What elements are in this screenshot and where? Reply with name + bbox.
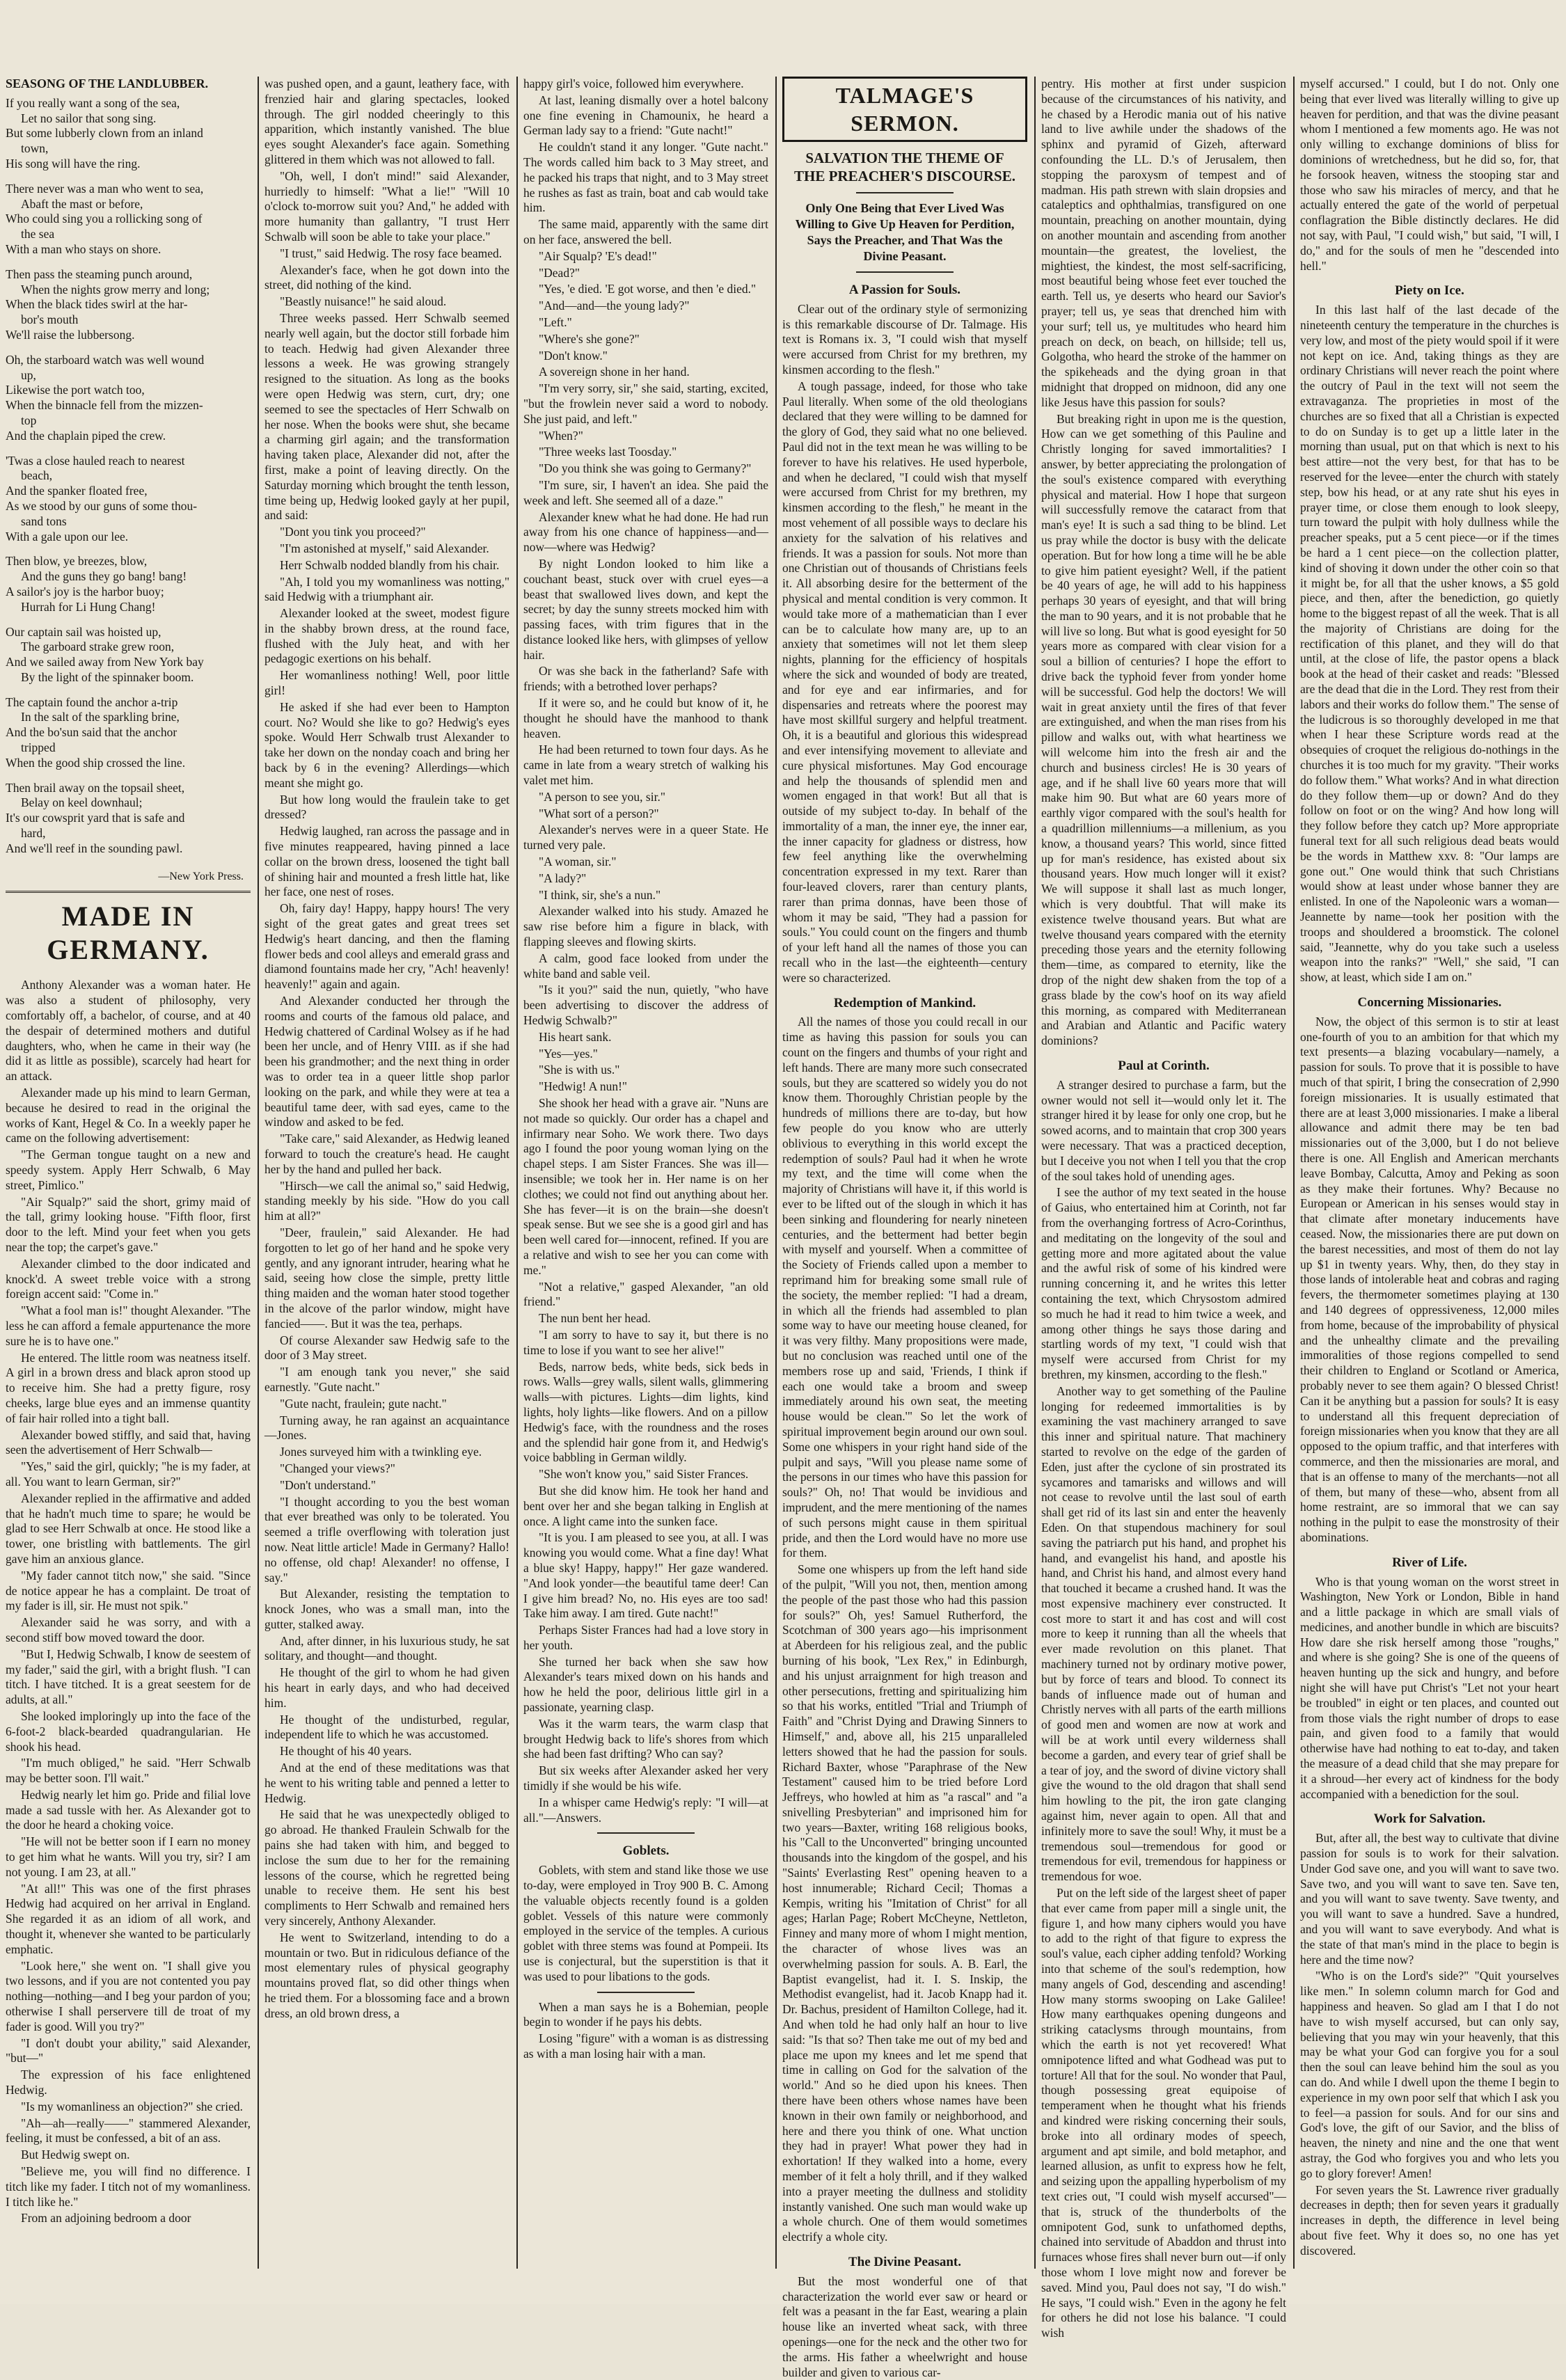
paragraph: Put on the left side of the largest sheet of paper that ever came from paper mill a single unit, the figure 1, and how many ciphers would you have to add to the right of that figure to express the soul's value, each cipher adding tenfold? Working into that scheme of the soul's redemption, how many angels of God, descending and ascending! How many storms swooping on Lake Galilee! How many earthquakes opening dungeons and striking cataclysms through mountains, from which the earth is not yet recovered! What omnipotence lifted and what Godhead was put to torture! All that for the soul. No wonder that Paul, though possessing great equipoise of temperament when he thought what his friends and kindred were risking concerning their souls, broke into all ordinary modes of speech, argument and apt simile, and bold metaphor, and learned allusion, as unfit to express how he felt, and seizing upon the appalling hyperbolism of my text cries out, "I could wish myself accursed"—that is, struck of the thunderbolts of the omnipotent God, sunk to unfathomed depths, chained into servitude of Abaddon and thrust into furnaces whose fires shall never burn out—if only those whom I love might now and forever be saved. Mind you, Paul does not say, "I do wish." He says, "I could wish." Even in the agony he felt for others he did not lose his balance. "I could wish: [1041, 1886, 1286, 2340]
paragraph: Perhaps Sister Frances had had a love story in her youth.: [523, 1623, 768, 1652]
stanza-gap: [6, 857, 251, 866]
sermon-body: [1300, 77, 1559, 273]
paragraph: But breaking right in upon me is the question, How can we get something of this Pauline and Christly longing for saved immortalities? I answer, by better appreciating the prolongation of the soul's existence compared with everything physical and material. How I hope that surgeon will successfully remove the cataract from that man's eye! It is such a sad thing to be blind. Let us pray while the doctor is busy with the delicate operation. But for how long a time will he be able to give him patient eyesight? Well, if the patient be 40 years of age, he will add to his happiness perhaps 30 years of eyesight, and that will bring the man to 90 years, and it is not probable that he will live so long. But what is good eyesight for 50 years more as compared with clear vision for a soul a billion of centuries? I hope the effort to drive back the typhoid fever from yonder home will be successful. God help the doctors! We will wait in great anxiety until the fires of that fever are extinguished, and when the man rises from his pillow and walks out, with what heartiness we will welcome him into the fresh air and the church and business circles! He is 30 years of age, and if he shall live 60 years more that will make him 90. But what are 60 years more of earthly vigor compared with the soul's health for a quadrillion millenniums—a millenium, as you know, a thousand years? This world, since fitted up for man's residence, has existed about six thousand years. How much longer will it exist? We will suppose it shall last as much longer, which is very doubtful. That will make its existence twelve thousand years. But what are twelve thousand years compared with the eternity preceding those years and the eternity following them—time, as compared to eternity, like the drop of the night dew shaken from the top of a grass blade by the cow's hoof on its way afield this morning, as compared with Mediterranean and Arabian and Atlantic and Pacific watery dominions?: [1041, 411, 1286, 1048]
paragraph: Alexander's face, when he got down into the street, did nothing of the kind.: [264, 262, 509, 292]
paragraph: Losing "figure" with a woman is as distressing as with a man losing hair with a man.: [523, 2031, 768, 2061]
story-continued: [523, 77, 768, 1825]
paragraph: "Do you think she was going to Germany?": [539, 461, 752, 476]
stanza-gap: [6, 343, 251, 353]
poem-line: Hurrah for Li Hung Chang!: [21, 599, 156, 614]
paragraph: A tough passage, indeed, for those who take Paul literally. When some of the old theologians declared that they were willing to be damned for the glory of God, they said what no one believed. Paul did not in the text mean he was willing to be forever to have his relatives. He used hyperbole, and when he declared, "I could wish that myself were accursed from Christ for my brethren, my kinsmen according to the flesh," he meant in the most vehement of all possible ways to declare his anxiety for the salvation of his relatives and friends. It was a passion for souls. Not more than one Christian out of thousands of Christians feels it. All absorbing desire for the betterment of the physical and mental condition is very common. It would take more of a mathematician than I ever can be to calculate how many are, up to an anxiety that sometimes will not let them sleep nights, planning for the efficiency of hospitals where the sick and wounded of body are treated, and for eye and ear infirmaries, and for dispensaries and retreats where the poorest may have most skillful surgery and helpful treatment. Oh, it is a beautiful and glorious this widespread and ever intensifying movement to alleviate and cure physical misfortunes. May God encourage and help the thousands of splendid men and women engaged in that work! But all that is outside of my subject to-day. In behalf of the immortality of a man, the inner eye, the inner ear, the inner capacity for gladness or distress, how few feel anything like the overwhelming concentration expressed in my text. Rarer than four-leaved clovers, rarer than century plants, rarer than prima donnas, have been those of whom it may be said, "They had a passion for souls." You could count on the fingers and thumb of your left hand all the names of those you can recall who in the last—the eighteenth—century were so characterized.: [782, 379, 1027, 985]
paragraph: Another way to get something of the Pauline longing for redeemed immortalities is by examining the vast machinery arranged to save this inner and spiritual nature. That machinery started to revolve on the edge of the garden of Eden, just after the cyclone of sin prostrated its sycamores and tamarisks and willows and will not cease to revolve until the last soul of earth shall get rid of its last sin and enter the heavenly Eden. On that stupendous machinery for soul saving the patriarch put his hand, and prophet his hand, and evangelist his hand, and apostle his hand, and Christ his hand, and almost every hand that touched it became a crushed hand. It was the most expensive machinery ever constructed. It cost more to start it and has cost and will cost more to keep it running than all the wheels that ever made revolution on this planet. That machinery turned not by ordinary motive power, but by force of tears and blood. To connect its bands of influence made out of human and Christly nerves with all parts of the earth millions of good men and women are now at work and will be at work until every wilderness shall become a garden, and every tear of grief shall be a tear of joy, and the sword of divine victory shall give the wound to the old dragon that shall send him howling to the pit, the iron gate clanging against him, never again to open. All that and infinitely more to save the soul! Why, it must be a tremendous soul—tremendous for good or tremendous for evil, tremendous for happiness or tremendous for woe.: [1041, 1383, 1286, 1884]
paragraph: "Dont you tink you proceed?": [280, 525, 426, 539]
paragraph: But six weeks after Alexander asked her very timidly if she would be his wife.: [523, 1763, 768, 1793]
column-rule: [1034, 77, 1036, 2269]
poem-line: And the bo'sun said that the anchor: [6, 725, 177, 740]
poem-line: hard,: [21, 826, 46, 841]
paragraph: Hedwig laughed, ran across the passage and in five minutes reappeared, having pinned a lace collar on the brown dress, loosened the tight ball of shining hair and mounted a fresh little hat, like her face, one nest of roses.: [264, 824, 509, 899]
stanza-gap: [6, 444, 251, 454]
paragraph: He entered. The little room was neatness itself. A girl in a brown dress and black apron stood up to receive him. She had a pretty figure, rosy cheeks, large blue eyes and an immense quantity of fair hair rolled into a tight ball.: [6, 1350, 251, 1425]
divider: [856, 192, 954, 193]
paragraph: She turned her back when she saw how Alexander's tears mixed down on his hands and how he held the poor, delirious little girl in a passionate, yearning clasp.: [523, 1654, 768, 1715]
sermon-body: [1041, 1078, 1286, 2341]
sermon-subdeck: Only One Being that Ever Lived Was Willing to Give Up Heaven for Perdition, Says the Preacher, and That Was the Divine Peasant.: [795, 201, 1015, 263]
paragraph: But she did know him. He took her hand and bent over her and she began talking in English at once. A light came into the sunken face.: [523, 1483, 768, 1528]
poem-line: bor's mouth: [21, 312, 79, 327]
paragraph: "I trust," said Hedwig. The rosy face beamed.: [280, 246, 503, 260]
paragraph: "He will not be better soon if I earn no money to get him what he wants. Will you try, sir? I am not young. I am 23, at all.": [6, 1834, 251, 1879]
paragraph: "Don't understand.": [280, 1477, 376, 1492]
paragraph: But Hedwig swept on.: [21, 2148, 130, 2162]
subhead: The Divine Peasant.: [848, 2255, 962, 2269]
poem-line: If you really want a song of the sea,: [6, 95, 180, 110]
poem-line: By the light of the spinnaker boom.: [21, 669, 194, 684]
poem-line: As we stood by our guns of some thou-: [6, 498, 198, 513]
paragraph: "Yes," said the girl, quickly; "he is my fader, at all. You want to learn German, sir?": [6, 1459, 251, 1489]
paragraph: "I'm astonished at myself," said Alexander.: [280, 541, 489, 555]
paragraph: The expression of his face enlightened Hedwig.: [6, 2068, 251, 2097]
paragraph: And at the end of these meditations was that he went to his writing table and penned a letter to Hedwig.: [264, 1761, 509, 1805]
paragraph: "Don't know.": [539, 348, 608, 363]
paragraph: The nun bent her head.: [539, 1311, 651, 1326]
paragraph: Or was she back in the fatherland? Safe with friends; with a betrothed lover perhaps?: [523, 664, 768, 694]
paragraph: Alexander said he was sorry, and with a second stiff bow moved toward the door.: [6, 1615, 251, 1644]
goblets-body: [523, 1863, 768, 1984]
poem-line: Our captain sail was hoisted up,: [6, 624, 161, 639]
subhead: Concerning Missionaries.: [1357, 995, 1502, 1010]
paragraph: "A lady?": [539, 871, 587, 885]
paragraph: I see the author of my text seated in the house of Gaius, who entertained him at Corinth, not far from the overhanging fortress of Acro-Corinthus, and meditating on the longevity of the soul and getting more and more agitated about the value and the awful risk of some of his kindred were running concerning it, and he writes this letter containing the text, which Chrysostom admired so much he had it read to him twice a week, and among other things he says those daring and startling words of my text, "I could wish that myself were accursed from Christ for my brethren, my kinsmen, according to the flesh.": [1041, 1185, 1286, 1381]
paragraph: Alexander knew what he had done. He had run away from his one chance of happiness—and—now—where was Hedwig?: [523, 509, 768, 555]
poem-line: Oh, the starboard watch was well wound: [6, 352, 205, 367]
paragraph: And, after dinner, in his luxurious study, he sat solitary, and thought—and thought.: [264, 1633, 509, 1663]
subhead: Paul at Corinth.: [1118, 1058, 1210, 1073]
paragraph: "Who is on the Lord's side?" "Quit yourselves like men." In solemn column march for God and happiness and heaven. So glad am I that I do not have to wish myself accursed, but can only say, believing that you may win your heavenly, that this may be what your God can forgive you for a soul then the soul can leave behind him the soul as you can do. And while I dwell upon the theme I begin to experience in my own poor self that which I ask you to feel—a passion for souls. And for our sins and God's love, the gift of our Savior, and the bliss of heaven, the ninety and nine and the one that went astray, the God who forgives you and who lets you go to glory forever! Amen!: [1300, 1969, 1559, 2180]
paragraph: At last, leaning dismally over a hotel balcony one fine evening in Chamounix, he heard a German lady say to a friend: "Gute nacht!": [523, 93, 768, 138]
paragraph: A sovereign shone in her hand.: [539, 365, 690, 379]
paragraph: He couldn't stand it any longer. "Gute nacht." The words called him back to 3 May street, and he packed his traps that night, and to 3 May street he rushes as fast as train, boat and cab would take him.: [523, 140, 768, 215]
paragraph: Was it the warm tears, the warm clasp that brought Hedwig back to life's shores from which she had been fast drifting? Who can say?: [523, 1716, 768, 1761]
poem-line: The captain found the anchor a-trip: [6, 695, 178, 709]
paragraph: But the most wonderful one of that characterization the world ever saw or heard or felt was a peasant in the far East, wearing a plain house like an inverted wheat sack, with three openings—one for the neck and the other two for the arms. His father a wheelwright and house builder and given to various car-: [782, 2274, 1027, 2379]
paragraph: "But I, Hedwig Schwalb, I know de seestem of my fader," said the girl, with a bright flush. "I can titch. I have titched. It is a great seestem for de adults, at all.": [6, 1647, 251, 1707]
sermon-deck: SALVATION THE THEME OF THE PREACHER'S DISCOURSE.: [794, 150, 1015, 184]
paragraph: "I think, sir, she's a nun.": [539, 887, 661, 902]
poem-line: Abaft the mast or before,: [21, 196, 143, 211]
paragraph: Alexander replied in the affirmative and added that he hadn't much time to spare; he would be glad to see Herr Schwalb at once. He stood like a tower, one bristling with battlements. The girl gave him an anxious glance.: [6, 1491, 251, 1566]
paragraph: "She won't know you," said Sister Frances.: [539, 1467, 749, 1482]
subhead: River of Life.: [1392, 1555, 1467, 1570]
paragraph: "Ah—ah—really——" stammered Alexander, feeling, it must be confessed, a bit of an ass.: [6, 2116, 251, 2145]
poem-line: When the good ship crossed the line.: [6, 755, 186, 770]
paragraph: Of course Alexander saw Hedwig safe to the door of 3 May street.: [264, 1333, 509, 1363]
paragraph: Herr Schwalb nodded blandly from his chair.: [280, 557, 500, 572]
paragraph: The same maid, apparently with the same dirt on her face, answered the bell.: [523, 217, 768, 246]
paragraph: Anthony Alexander was a woman hater. He was also a student of philosophy, very comfortably off, a bachelor, of course, and at 40 the despair of determined mothers and dutiful daughters, who, when he came in their way (he did it as little as possible), scarcely had heart for an attack.: [6, 978, 251, 1084]
stanza-gap: [6, 544, 251, 554]
paragraph: "Yes—yes.": [539, 1046, 598, 1061]
poem-line: When the black tides swirl at the har-: [6, 297, 188, 312]
paragraph: "Left.": [539, 315, 572, 329]
paragraph: In a whisper came Hedwig's reply: "I will—at all."—Answers.: [523, 1795, 768, 1825]
paragraph: Now, the object of this sermon is to stir at least one-fourth of you to an ambition for that which my text presents—a blazing vocabulary—namely, a passion for souls. To prove that it is possible to have much of that spirit, I bring the consecration of 2,990 foreign missionaries. It is usually estimated that there are at least 3,000 missionaries. I make a liberal allowance and admit there may be ten bad missionaries out of the 3,000, but I do not believe there is one. All English and American merchants leave Bombay, Calcutta, Amoy and Peking as soon as they make their fortunes. Why? Because no European or American in his senses would stay in that climate after monetary inducements have ceased. Now, the missionaries there are put down on the barest necessities, and most of them do not lay up $1 in twenty years. Why, then, do they stay in those lands of intolerable heat and cobras and raging fevers, the thermometer sometimes playing at 130 and 140 degrees of oppressiveness, 12,000 miles from home, because of the improbability of physical and the unhealthy climate and the prevailing immoralities of those regions compelled to send their children to England or Scotland or America, probably never to see them again? O blessed Christ! Can it be anything but a passion for souls? It is easy to understand all this frequent depreciation of foreign missionaries when you know that they are all opposed to the opium traffic, and that interferes with commerce, and then the missionaries are moral, and that is an offense to many of the merchants—not all of them, but many of these—who, absent from all home restraint, are so immoral that we can say nothing in the pulpit to ease the monstrosity of their abominations.: [1300, 1014, 1559, 1544]
column-1: [6, 77, 251, 2269]
poem-line: And we sailed away from New York bay: [6, 655, 204, 669]
poem-line: up,: [21, 367, 36, 382]
paragraph: Alexander walked into his study. Amazed he saw rise before him a figure in black, with flapping sleeves and flowing skirts.: [523, 904, 768, 949]
paragraph: Alexander made up his mind to learn German, because he desired to read in the original the works of Kant, Hegel & Co. In a weekly paper he came on the following advertisement:: [6, 1086, 251, 1145]
poem-line: And the spanker floated free,: [6, 484, 148, 498]
paragraph: But Alexander, resisting the temptation to knock Jones, who was a small man, into the gutter, stalked away.: [264, 1587, 509, 1631]
paragraph: Oh, fairy day! Happy, happy hours! The very sight of the great gates and great trees set Hedwig's heart dancing, and then the flaming flower beds and cool alleys and emerald grass and diamond fountains made her cry, "Ach! heavenly! heavenly!" again and again.: [264, 901, 509, 992]
stanza-gap: [6, 615, 251, 625]
paragraph: If it were so, and he could but know of it, he thought he should have the manhood to thank heaven.: [523, 696, 768, 740]
paragraph: "Hedwig! A nun!": [539, 1079, 628, 1094]
poem-line: Then blow, ye breezes, blow,: [6, 554, 148, 569]
paragraph: happy girl's voice, followed him everywhere.: [523, 77, 744, 90]
paragraph: But how long would the fraulein take to get dressed?: [264, 792, 509, 822]
paragraph: A stranger desired to purchase a farm, but the owner would not sell it—would only let it. The stranger hired it by lease for only one crop, but he sowed acorns, and to maintain that crop 300 years were necessary. That was a practiced deception, but I deceive you not when I tell you that the crop of the soul takes hold of unending ages.: [1041, 1077, 1286, 1183]
sermon-body: [1041, 77, 1286, 1049]
divider: [597, 1992, 695, 1993]
paragraph: "Deer, fraulein," said Alexander. He had forgotten to let go of her hand and he spoke very gently, and any ignorant intruder, hearing what he said, seeing how close the simple, pretty little thing maiden and the woman hater stood together in the alcove of the parlor window, might have fancied——. But it was the tea, perhaps.: [264, 1225, 509, 1331]
paragraph: He went to Switzerland, intending to do a mountain or two. But in ridiculous defiance of the most elementary rules of physical geography mountains proved flat, so did other things when he tried them. For a blossoming face and a brown dress, an old brown dress, a: [264, 1930, 509, 2020]
divider: [856, 271, 954, 273]
poem-body: [6, 96, 251, 866]
paragraph: "Dead?": [539, 265, 580, 280]
paragraph: She looked imploringly up into the face of the 6-foot-2 black-bearded quadrangularian. He shook his head.: [6, 1708, 251, 1754]
paragraph: "Take care," said Alexander, as Hedwig leaned forward to touch the creature's head. He caught her by the hand and pulled her back.: [264, 1132, 509, 1176]
paragraph: From an adjoining bedroom a door: [21, 2211, 191, 2226]
paragraph: Her womanliness nothing! Well, poor little girl!: [264, 668, 509, 698]
paragraph: "She is with us.": [539, 1063, 620, 1077]
paragraph: pentry. His mother at first under suspicion because of the circumstances of his nativity, and he chased by a Herodic mania out of his native land to live awhile under the shadows of the sphinx and pyramid of Gizeh, afterward confounding the LL. D.'s of Jerusalem, then stopping the paroxysm of tempest and of madman. His path strewn with slain dropsies and cataleptics and ophthalmias, transfigured on one mountain, preaching on another mountain, dying on another mountain and ascending from another mountain—the greatest, the loveliest, the mightiest, the kindest, the most self-sacrificing, most beautiful being whose feet ever touched the earth. Tell us, ye deserts who heard our Savior's prayer; tell us, ye seas that drenched him with your surf; tell us, ye multitudes who heard him preach on deck, on beach, on hillside; tell us, Golgotha, who heard the stroke of the hammer on the spikeheads and the dying groan in that midnight that dropped on midnoon, did any one like Jesus have this passion for souls?: [1041, 77, 1286, 409]
paragraph: Beds, narrow beds, white beds, sick beds in rows. Walls—grey walls, silent walls, glimmering walls—with pictures. Lights—dim lights, kind lights, holy lights—like flowers. And on a pillow Hedwig's face, with the roundness and the roses and the splendid hair gone from it, and Hedwig's voice babbling in German wildly.: [523, 1359, 768, 1465]
sermon-body: [782, 2274, 1027, 2380]
poem-line: And the guns they go bang! bang!: [21, 569, 187, 584]
subhead: A Passion for Souls.: [848, 283, 961, 297]
column-5: [1041, 77, 1286, 2340]
paragraph: Hedwig nearly let him go. Pride and filial love made a sad tussle with her. As Alexander got to the door he heard a choking voice.: [6, 1787, 251, 1832]
paragraph: He said that he was unexpectedly obliged to go abroad. He thanked Fraulein Schwalb for the pains she had taken with him, and begged to inclose the sum due to her for the remaining lessons of the course, which he regretted being unable to receive them. He sent his best compliments to Herr Schwalb and remained hers very sincerely, Anthony Alexander.: [264, 1807, 509, 1928]
jokes: [523, 2000, 768, 2062]
paragraph: "I don't doubt your ability," said Alexander, "but—": [6, 2036, 251, 2065]
paragraph: He thought of the girl to whom he had given his heart in early days, and who had deceived him.: [264, 1665, 509, 1710]
sermon-body: [1300, 303, 1559, 985]
poem-line: 'Twas a close hauled reach to nearest: [6, 453, 185, 468]
poem-line: We'll raise the lubbersong.: [6, 327, 135, 342]
paragraph: "My fader cannot titch now," she said. "Since de notice appear he has a complaint. De troat of my fader is ill, sir. He must not spik.": [6, 1568, 251, 1613]
paragraph: Some one whispers up from the left hand side of the pulpit, "Will you not, then, mention among the people of the past those who had this passion for souls?" Oh, yes! Samuel Rutherford, the Scotchman of 300 years ago—his imprisonment at Aberdeen for his religious zeal, and the public burning of his book, "Lex Rex," in Edinburgh, and his unjust arraignment for high treason and other persecutions, fretting and spiritualizing him so that his works, entitled "Trial and Triumph of Faith" and "Christ Dying and Drawing Sinners to Himself," and, above all, his 215 unparalleled letters showed that he had the passion for souls. Richard Baxter, whose "Paraphrase of the New Testament" caused him to be tried before Lord Jeffreys, who howled at him as "a rascal" and "a snivelling Presbyterian" and imprisoned him for two years—Baxter, writing 168 religious books, his "Call to the Unconverted" bringing uncounted thousands into the kingdom of the gospel, and his "Saints' Everlasting Rest" opening heaven to a host innumerable; Richard Cecil; Thomas a Kempis, writing his "Imitation of Christ" for all ages; Harlan Page; Robert McCheyne, Nettleton, Finney and many more of whom I might mention, the character of whose lives was an overwhelming passion for souls. A. B. Earl, the Baptist evangelist, had it. I. S. Inskip, the Methodist evangelist, had it. Jacob Knapp had it. Dr. Bachus, president of Hamilton College, had it. And when told he had only half an hour to live said: "Is that so? Then take me out of my bed and place me upon my knees and let me spend that time in calling on God for the salvation of the world." And so he died upon his knees. Then there have been others whose names have been known in their own family or neighborhood, and here and there you think of one. What unction they had in prayer! What power they had in exhortation! If they walked into a home, every member of it felt a holy thrill, and if they walked into a prayer meeting the dullness and stolidity instantly vanished. One such man would wake up a whole church. One of them would sometimes electrify a whole city.: [782, 1562, 1027, 2244]
paragraph: "Oh, well, I don't mind!" said Alexander, hurriedly to himself: "What a lie!" "Will 10 o'clock to-morrow suit you? And," he added with more humanity than gallantry, "I trust Herr Schwalb will soon be able to take your place.": [264, 168, 509, 244]
sermon-title: TALMAGE'S SERMON.: [782, 77, 1027, 142]
paragraph: "At all!" This was one of the first phrases Hedwig had acquired on her arrival in England. She regarded it as an idiom of all work, and thought it, whenever she wanted to be particularly emphatic.: [6, 1881, 251, 1956]
paragraph: But, after all, the best way to cultivate that divine passion for souls is to work for their salvation. Under God save one, and you will want to save two. Save two, and you will want to save ten. Save ten, and you will want to save twenty. Save twenty, and you will want to save a hundred. Save a hundred, and you will want to save everybody. And what is the state of that man's mind in the place to begin is here and the time now?: [1300, 1831, 1559, 1967]
divider: [597, 1832, 695, 1834]
paragraph: "Not a relative," gasped Alexander, "an old friend.": [523, 1279, 768, 1309]
paragraph: "What a fool man is!" thought Alexander. "The less he can afford a female appurtenance the more sure he is to have one.": [6, 1303, 251, 1348]
subhead: Redemption of Mankind.: [833, 995, 976, 1010]
subhead: Work for Salvation.: [1373, 1811, 1486, 1827]
paragraph: For seven years the St. Lawrence river gradually decreases in depth; then for seven years it gradually increases in depth, the difference in level being about five feet. Why it does so, no one has yet discovered.: [1300, 2182, 1559, 2258]
poem-line: tripped: [21, 740, 56, 755]
paragraph: All the names of those you could recall in our time as having this passion for souls you can count on the fingers and thumbs of your right and left hands. There are many more such consecrated souls, but they are scattered so widely you do not know them. Thoroughly Christian people by the hundreds of millions there are to-day, but how few people do you know who are utterly oblivious to everything in this world except the redemption of souls? Paul had it when he wrote my text, and the time will come when the majority of Christians will have it, if this world is ever to be lifted out of the slough in which it has been sinking and floundering for nearly nineteen centuries, and the betterment had better begin with myself and yourself. When a committee of the Society of Friends called upon a member to reprimand him for breaking some small rule of the society, the member replied: "I had a dream, in which all the friends had assembled to plan some way to have our meeting house cleaned, for it was very filthy. Many propositions were made, but no conclusion was reached until one of the members rose up and said, 'Friends, I think if each one would take a broom and sweep immediately around his own seat, the meeting house would be clean.'" So let the work of spiritual improvement begin around our own soul. Some one whispers in your right hand side of the pulpit and says, "Will you please name some of the persons in our times who have this passion for souls?" Oh, no! That would be invidious and imprudent, and the mere mentioning of the names of such persons might cause in them spiritual pride, and then the Lord would have no more use for them.: [782, 1015, 1027, 1560]
poem-line: When the nights grow merry and long;: [21, 282, 210, 296]
subhead: Piety on Ice.: [1395, 283, 1464, 299]
poem-line: beach,: [21, 468, 53, 483]
poem-line: The garboard strake grew roon,: [21, 640, 175, 654]
paragraph: Who is that young woman on the worst street in Washington, New York or London, Bible in hand and a little package in which are small vials of medicines, and another bundle in which are biscuits? How dare she risk herself among those "roughs," and where is she going? She is one of the queens of heaven hunting up the sick and hungry, and before night she will have put Christ's "Let not your heart be troubled" in eight or ten places, and counted out from those vials the right number of drops to ease pain, and given food to a family that would otherwise have had nothing to eat to-day, and taken the measure of a dead child that she may prepare for it a shroud—her every act of kindness for the body accompanied with a benediction for the soul.: [1300, 1574, 1559, 1801]
paragraph: Turning away, he ran against an acquaintance—Jones.: [264, 1413, 509, 1443]
paragraph: was pushed open, and a gaunt, leathery face, with frenzied hair and glaring spectacles, looked through. The girl nodded cheeringly to this apparition, which instantly vanished. The blue eyes sought Alexander's face again. Something glittered in them which was not allowed to fall.: [264, 77, 509, 166]
paragraph: Alexander bowed stiffly, and said that, having seen the advertisement of Herr Schwalb—: [6, 1427, 251, 1457]
column-rule: [516, 77, 518, 2269]
poem-line: And the chaplain piped the crew.: [6, 428, 166, 443]
poem-line: With a gale upon our lee.: [6, 529, 129, 544]
paragraph: "I'm very sorry, sir," she said, starting, excited, "but the frowlein never said a word to nobody. She just paid, and left.": [523, 381, 768, 426]
story-body: [6, 978, 251, 2226]
paragraph: He had been returned to town four days. As he came in late from a weary stretch of walking his valet met him.: [523, 743, 768, 788]
stanza-gap: [6, 685, 251, 695]
paragraph: When a man says he is a Bohemian, people begin to wonder if he pays his debts.: [523, 1999, 768, 2029]
paragraph: By night London looked to him like a couchant beast, stuck over with cruel eyes—a beast that swallowed lives down, and kept the secret; by day the sunny streets mocked him with passing faces, with trim figures that in the distance looked like hers, with glimpses of yellow hair.: [523, 556, 768, 662]
paragraph: "Beastly nuisance!" he said aloud.: [280, 294, 447, 309]
column-3: [523, 77, 768, 2269]
poem-line: Who could sing you a rollicking song of: [6, 212, 203, 226]
paragraph: "Gute nacht, fraulein; gute nacht.": [280, 1396, 447, 1411]
column-4: [782, 77, 1027, 2379]
paragraph: "Where's she gone?": [539, 331, 640, 346]
paragraph: "Believe me, you will find no difference. I titch like my fader. I titch not of my womanliness. I titch like he.": [6, 2164, 251, 2209]
poem-line: In the salt of the sparkling brine,: [21, 710, 180, 724]
paragraph: "Look here," she went on. "I shall give you two lessons, and if you are not contented you pay nothing—nothing—and I beg your pardon of you; otherwise I shall perservere till de troat of my fader is good. Will you try?": [6, 1958, 251, 2033]
poem-line: the sea: [21, 227, 55, 241]
paragraph: He thought of the undisturbed, regular, independent life to which he was accustomed.: [264, 1712, 509, 1742]
poem-line: Then brail away on the topsail sheet,: [6, 780, 185, 795]
sermon-body: [1300, 1015, 1559, 1546]
paragraph: His heart sank.: [539, 1029, 612, 1044]
poem-line: top: [21, 413, 37, 427]
paragraph: Jones surveyed him with a twinkling eye.: [280, 1445, 482, 1459]
paragraph: Alexander looked at the sweet, modest figure in the shabby brown dress, at the round face, flushed with the July heat, and with her pedagogic exertions on his behalf.: [264, 606, 509, 666]
paragraph: "It is you. I am pleased to see you, at all. I was knowing you would come. What a fine day! What a blue sky! Happy, happy!" Her gaze wandered. "And look yonder—the beautiful tame deer! Can I give him bread? No, no. His eyes are too sad! Take him away. I am tired. Gute nacht!": [523, 1530, 768, 1621]
paragraph: "Ah, I told you my womanliness was notting," said Hedwig with a triumphant air.: [264, 574, 509, 604]
paragraph: "What sort of a person?": [539, 806, 659, 820]
paragraph: "And—and—the young lady?": [539, 299, 690, 313]
paragraph: "Is it you?" said the nun, quietly, "who have been advertising to discover the address of Hedwig Schwalb?": [523, 983, 768, 1028]
paragraph: She shook her head with a grave air. "Nuns are not made so quickly. Our order has a chapel and infirmary near Soho. We work there. Two days ago I found the poor young woman lying on the chapel steps. I am Sister Frances. She was ill—insensible; we took her in. Her name is on her clothes; we could not find out anything about her. She has fever—it is on the brain—she doesn't speak sense. But we see she is a good girl and has been well cared for—innocent, refined. If you are a relative and wish to see her you can come with me.": [523, 1096, 768, 1277]
story-continued: [264, 77, 509, 2022]
column-6: [1300, 77, 1559, 2269]
poem-line: Likewise the port watch too,: [6, 383, 145, 397]
column-rule: [258, 77, 259, 2269]
paragraph: He thought of his 40 years.: [280, 1744, 412, 1759]
paragraph: And Alexander conducted her through the rooms and courts of the famous old palace, and Hedwig chattered of Cardinal Wolsey as if he had been her uncle, and of Henry VIII. as if she had been his grandmother; and the next thing in order was to order tea in a queer little shop parlor looking on the park, and while they were at tea a beautiful tame deer, with sad eyes, came to the window and asked to be fed.: [264, 994, 509, 1129]
column-2: [264, 77, 509, 2269]
poem-line: There never was a man who went to sea,: [6, 181, 204, 196]
paragraph: "I am enough tank you never," she said earnestly. "Gute nacht.": [264, 1365, 509, 1394]
paragraph: He asked if she had ever been to Hampton court. No? Would she like to go? Hedwig's eyes spoke. Would Herr Schwalb trust Alexander to take her down on the nonday coach and bring her back by 6 in the evening? Allerdings—which meant she might go.: [264, 699, 509, 790]
sermon-body: [782, 302, 1027, 986]
poem-credit: —New York Press.: [158, 870, 244, 882]
paragraph: "Is my womanliness an objection?" she cried.: [21, 2099, 243, 2113]
paragraph: "Changed your views?": [280, 1461, 395, 1475]
paragraph: "I thought according to you the best woman that ever breathed was only to be tolerated. You seemed a trifle overflowing with toleration just now. Neat little article! Made in Germany? Hallo! no offense, old chap! Alexander! no offense, I say.": [264, 1494, 509, 1585]
poem-line: With a man who stays on shore.: [6, 241, 161, 256]
paragraph: "The German tongue taught on a new and speedy system. Apply Herr Schwalb, 6 May street, Pimlico.": [6, 1148, 251, 1192]
divider: [6, 891, 251, 893]
poem-line: It's our cowsprit yard that is safe and: [6, 811, 185, 825]
poem-line: Let no sailor that song sing.: [21, 111, 157, 125]
poem-line: Belay on keel downhaul;: [21, 795, 143, 810]
paragraph: "A woman, sir.": [539, 855, 617, 869]
sermon-body: [1300, 1575, 1559, 1802]
paragraph: Alexander climbed to the door indicated and knock'd. A sweet treble voice with a strong foreign accent said: "Come in.": [6, 1256, 251, 1301]
poem-line: Then pass the steaming punch around,: [6, 267, 193, 281]
column-rule: [1293, 77, 1295, 2269]
paragraph: "I'm sure, sir, I haven't an idea. She paid the week and left. She seemed all of a daze.": [523, 477, 768, 507]
poem-line: A sailor's joy is the harbor buoy;: [6, 584, 164, 598]
paragraph: "When?": [539, 428, 583, 443]
poem-line: His song will have the ring.: [6, 156, 141, 170]
paragraph: "Hirsch—we call the animal so," said Hedwig, standing meekly by his side. "How do you call him at all?": [264, 1178, 509, 1223]
paragraph: "Air Squalp?" said the short, grimy maid of the tall, grimy looking house. "Fifth floor, first door to the left. Mind your feet when you gets near the top; the carpet's gave.": [6, 1194, 251, 1254]
paragraph: "Three weeks last Toosday.": [539, 445, 677, 459]
paragraph: "I'm much obliged," he said. "Herr Schwalb may be better soon. I'll wait.": [6, 1756, 251, 1786]
sermon-body: [782, 1015, 1027, 2245]
paragraph: "A person to see you, sir.": [539, 789, 665, 804]
paragraph: "Air Squalp? 'E's dead!": [539, 248, 657, 263]
poem-title: SEASONG OF THE LANDLUBBER.: [6, 77, 209, 90]
paragraph: "Yes, 'e died. 'E got worse, and then 'e died.": [539, 282, 757, 296]
sermon-body: [1300, 1831, 1559, 2258]
paragraph: A calm, good face looked from under the white band and sable veil.: [523, 951, 768, 981]
story-title: MADE IN GERMANY.: [47, 901, 209, 966]
paragraph: Clear out of the ordinary style of sermonizing is this remarkable discourse of Dr. Talmage. His text is Romans ix. 3, "I could wish that myself were accursed from Christ for my brethren, my kinsmen according to the flesh.": [782, 301, 1027, 376]
goblets-title: Goblets.: [622, 1843, 670, 1859]
stanza-gap: [6, 771, 251, 781]
poem-line: But some lubberly clown from an inland: [6, 126, 203, 141]
poem-line: town,: [21, 141, 49, 156]
paragraph: myself accursed." I could, but I do not. Only one being that ever lived was literally willing to give up heaven for perdition, and that was the divine peasant whom I mentioned a few moments ago. He was not only willing to exchange dominions of bliss for dominions of wretchedness, but he did so, for, that he forsook heaven, witness the stooping star and those who saw his miracles of mercy, and that he actually entered the gate of the world of perpetual conflagration the Bible distinctly declares. He did not say, with Paul, "I could wish," but said, "I will, I do," and for the souls of men he "descended into hell.": [1300, 77, 1559, 273]
stanza-gap: [6, 257, 251, 267]
paragraph: Alexander's nerves were in a queer State. He turned very pale.: [523, 823, 768, 852]
poem-line: When the binnacle fell from the mizzen-: [6, 398, 203, 413]
paragraph: In this last half of the last decade of the nineteenth century the temperature in the churches is very low, and most of the piety would spoil if it were not kept on ice. And, taking things as they are ordinary Christians will never reach the point where the outcry of Paul in the text will not seem the extravaganza. The proprieties in most of the churches are so fixed that all a Christian is expected to do on Sunday is to get up a little later in the morning than usual, put on that which is next to his best attire—not the very best, for that has to be reserved for the levee—enter the church with stately step, bow his head, or at any rate shut his eyes in prayer time, or close them enough to look sleepy, turn toward the pulpit with holy dullness while the preacher speaks, put a 5 cent piece—or if the times be hard a 1 cent piece—on the collection platter, kind of shoving it down under the other coin so that it might be, for all that the usher knows, a $5 gold piece, and then, after the benediction, go quietly home to the biggest repast of all the week. That is all the majority of Christians are doing for the rectification of this planet, and they will do that until, at the close of life, the pastor opens a black book at the head of their casket and reads: "Blessed are the dead that die in the Lord. They rest from their labors and their works do follow them." The sense of the ludicrous is so thoroughly developed in me that when I hear these Scripture words read at the obsequies of croquet the religious do-nothings in the churches it is too much for my gravity. "Their works do follow them." What works? And in what direction do they follow them—up or down? And do they follow on foot or on the wing? And how long will they follow before they catch up? More appropriate funeral text for all such religious dead beats would be the words in Matthew xxv. 8: "Our lamps are gone out." One would think that such Christians would show at least under whose banner they are enlisted. In one of the Napoleonic wars a woman—Jeannette by name—took her position with the troops and shouldered a broomstick. The colonel said, "Jeannette, why do you take such a useless weapon into the ranks?" "Well," she said, "I can show, at least, which side I am on.": [1300, 303, 1559, 985]
poem-line: And we'll reef in the sounding pawl.: [6, 841, 183, 855]
poem-line: sand tons: [21, 514, 67, 528]
column-rule: [775, 77, 777, 2269]
paragraph: Three weeks passed. Herr Schwalb seemed nearly well again, but the doctor still forbade him to teach. Hedwig had given Alexander three lessons a week. He was growing strangely resigned to the situation. As long as the books were open Hedwig was stern, curt, dry; one seemed to see the spectacles of Herr Schwalb on her nose. When the books were shut, she became a charming girl again; and the transformation having taken place, Alexander did not, after the first, make a point of leaving directly. On the Saturday morning which brought the tenth lesson, time being up, Hedwig looked gayly at her pupil, and said:: [264, 310, 509, 523]
paragraph: Goblets, with stem and stand like those we use to-day, were employed in Troy 900 B. C. Among the valuable objects recently found is a golden goblet. Vessels of this nature were commonly employed in the service of the temples. A curious goblet with three stems was found at Pompeii. Its use is conjectural, but the superstition is that it was used to pour libations to the gods.: [523, 1863, 768, 1983]
stanza-gap: [6, 172, 251, 182]
paragraph: "I am sorry to have to say it, but there is no time to lose if you want to see her alive!": [523, 1327, 768, 1357]
